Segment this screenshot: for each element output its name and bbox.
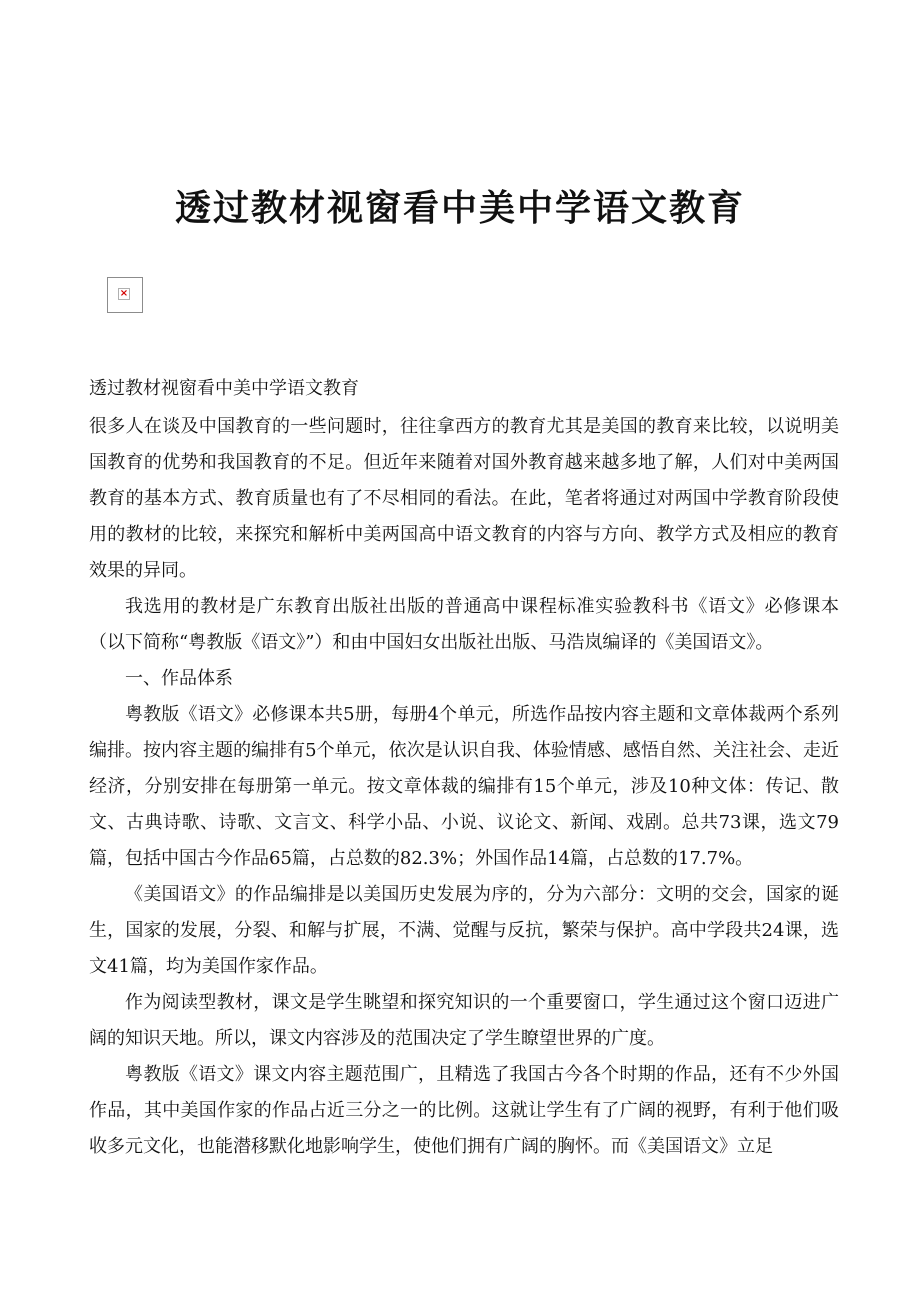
paragraph-yuejiao-structure: 粤教版《语文》必修课本共5册，每册4个单元，所选作品按内容主题和文章体裁两个系列编排。按内容主题的编排有5个单元，依次是认识自我、体验情感、感悟自然、关注社会、走近经济，分别安排在每册第一单元。按文章体裁的编排有15个单元，涉及10种文体：传记、散文、古典诗歌、诗歌、文言文、科学小品、小说、议论文、新闻、戏剧。总共73课，选文79篇，包括中国古今作品65篇，占总数的82.3%；外国作品14篇，占总数的17.7%。 — [89, 704, 839, 869]
document-body — [89, 371, 839, 1165]
section-heading: 一、作品体系 — [125, 668, 233, 689]
paragraph-reading-window: 作为阅读型教材，课文是学生眺望和探究知识的一个重要窗口，学生通过这个窗口迈进广阔的知识天地。所以，课文内容涉及的范围决定了学生瞭望世界的广度。 — [89, 992, 839, 1049]
broken-image-icon: × — [119, 288, 129, 299]
document-title: 透过教材视窗看中美中学语文教育 — [174, 187, 745, 229]
document-subtitle: 透过教材视窗看中美中学语文教育 — [89, 378, 359, 399]
paragraph-textbooks: 我选用的教材是广东教育出版社出版的普通高中课程标准实验教科书《语文》必修课本（以下简称“粤教版《语文》”）和由中国妇女出版社出版、马浩岚编译的《美国语文》。 — [89, 596, 839, 653]
broken-image-placeholder — [107, 277, 143, 313]
paragraph-american-structure: 《美国语文》的作品编排是以美国历史发展为序的，分为六部分：文明的交会，国家的诞生，国家的发展，分裂、和解与扩展，不满、觉醒与反抗，繁荣与保护。高中学段共24课，选文41篇，均为美国作家作品。 — [89, 884, 839, 977]
paragraph-content-scope: 粤教版《语文》课文内容主题范围广，且精选了我国古今各个时期的作品，还有不少外国作品，其中美国作家的作品占近三分之一的比例。这就让学生有了广阔的视野，有利于他们吸收多元文化，也能潜移默化地影响学生，使他们拥有广阔的胸怀。而《美国语文》立足 — [89, 1064, 839, 1157]
paragraph-intro: 很多人在谈及中国教育的一些问题时，往往拿西方的教育尤其是美国的教育来比较，以说明美国教育的优势和我国教育的不足。但近年来随着对国外教育越来越多地了解，人们对中美两国教育的基本方式、教育质量也有了不尽相同的看法。在此，笔者将通过对两国中学教育阶段使用的教材的比较，来探究和解析中美两国高中语文教育的内容与方向、教学方式及相应的教育效果的异同。 — [89, 416, 839, 581]
